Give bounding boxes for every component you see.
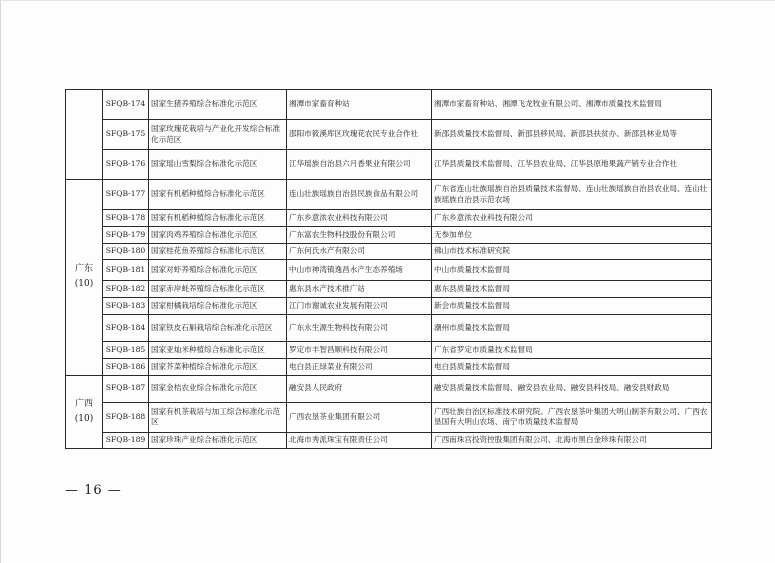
zone-undertaker: 北海市秀派珠宝有限责任公司 [287,432,432,449]
province-name: 广东 [74,263,93,274]
table-row [66,358,712,375]
zone-partners: 融安县质量技术监督局、融安县农业局、融安县科技局、融安县财政局 [432,375,712,402]
zone-code: SFQB-186 [103,358,149,375]
province-count: (10) [74,413,94,424]
zone-partners: 广西壮族自治区标准技术研究院、广西农垦茶叶集团大明山制茶有限公司、广西农垦国有大明山农场、南宁市质量技术监督局 [432,402,712,432]
zone-partners: 江华县质量技术监督局、江华县农业局、江华县原地果蔬产销专业合作社 [432,150,712,180]
table-row [66,226,712,243]
zone-code: SFQB-185 [103,341,149,358]
table-row [66,341,712,358]
zone-partners: 惠东县质量技术监督局 [432,281,712,298]
page-number: — 16 — [65,483,122,498]
zone-name: 国家玫瑰花栽培与产业化开发综合标准化示范区 [149,120,287,150]
zone-code: SFQB-177 [103,180,149,210]
table-row [66,90,712,120]
zone-code: SFQB-174 [103,90,149,120]
zone-name: 国家有机茶栽培与加工综合标准化示范区 [149,402,287,432]
zone-name: 国家生猪养殖综合标准化示范区 [149,90,287,120]
zone-name: 国家赤岸蚝养殖综合标准化示范区 [149,281,287,298]
zone-code: SFQB-184 [103,314,149,341]
province-name: 广西 [74,398,93,409]
zone-undertaker: 罗定市丰智昌顺科技有限公司 [287,341,432,358]
zone-name: 国家有机稻种植综合标准化示范区 [149,180,287,210]
zone-undertaker: 邵阳市筱溪库区玫瑰花农民专业合作社 [287,120,432,150]
zone-name: 国家金桔农业综合标准化示范区 [149,375,287,402]
zone-code: SFQB-187 [103,375,149,402]
zone-undertaker: 江华瑶族自治县六月香果业有限公司 [287,150,432,180]
zone-undertaker: 广东富农生物科技股份有限公司 [287,226,432,243]
zone-code: SFQB-178 [103,210,149,227]
province-cell-blank [66,90,103,180]
zone-code: SFQB-179 [103,226,149,243]
table-row [66,298,712,315]
zone-partners: 广东乡意浓农业科技有限公司 [432,210,712,227]
table-row [66,432,712,449]
zone-undertaker: 广东乡意浓农业科技有限公司 [287,210,432,227]
zone-partners: 新邵县质量技术监督局、新邵县移民局、新邵县扶贫办、新邵县林业局等 [432,120,712,150]
zone-partners: 无参加单位 [432,226,712,243]
zone-code: SFQB-183 [103,298,149,315]
table-row [66,314,712,341]
zone-code: SFQB-188 [103,402,149,432]
zone-name: 国家芥菜种植综合标准化示范区 [149,358,287,375]
zone-partners: 湘潭市家畜育种站、湘潭飞龙牧业有限公司、湘潭市质量技术监督局 [432,90,712,120]
zone-code: SFQB-182 [103,281,149,298]
zone-partners: 佛山市技术标准研究院 [432,243,712,260]
zone-undertaker: 融安县人民政府 [287,375,432,402]
zone-name: 国家有机稻种植综合标准化示范区 [149,210,287,227]
zone-partners: 电白县质量技术监督局 [432,358,712,375]
zone-undertaker: 广东永生源生物科技有限公司 [287,314,432,341]
table-row [66,243,712,260]
zone-undertaker: 电白县正绿菜业有限公司 [287,358,432,375]
table-row [66,281,712,298]
zone-name: 国家亚灿米种植综合标准化示范区 [149,341,287,358]
zone-name: 国家铁皮石斛栽培综合标准化示范区 [149,314,287,341]
zone-undertaker: 广西农垦茶业集团有限公司 [287,402,432,432]
zone-name: 国家瑶山雪梨综合标准化示范区 [149,150,287,180]
zone-code: SFQB-176 [103,150,149,180]
zone-partners: 新会市质量技术监督局 [432,298,712,315]
zone-name: 国家柑橘栽培综合标准化示范区 [149,298,287,315]
table-row [66,210,712,227]
zone-code: SFQB-180 [103,243,149,260]
table-row [66,120,712,150]
zone-partners: 广东省罗定市质量技术监督局 [432,341,712,358]
province-count: (10) [74,279,94,290]
zone-name: 国家桂花鱼养殖综合标准化示范区 [149,243,287,260]
zone-code: SFQB-175 [103,120,149,150]
zone-partners: 中山市质量技术监督局 [432,260,712,281]
zone-undertaker: 惠东县水产技术推广站 [287,281,432,298]
zone-name: 国家肉鸡养殖综合标准化示范区 [149,226,287,243]
zone-undertaker: 湘潭市家畜育种站 [287,90,432,120]
table-row [66,260,712,281]
zone-undertaker: 江门市谢诚农业发展有限公司 [287,298,432,315]
table-row [66,150,712,180]
zone-partners: 广西南珠宫投资控股集团有限公司、北海市黑白金珍珠有限公司 [432,432,712,449]
demonstration-zone-table [65,89,712,449]
table-row [66,375,712,402]
zone-undertaker: 中山市神湾镇逸昌水产生态养殖场 [287,260,432,281]
table-row [66,180,712,210]
zone-undertaker: 连山壮族瑶族自治县民族食品有限公司 [287,180,432,210]
province-cell-guangdong [66,180,103,376]
zone-undertaker: 广东何氏水产有限公司 [287,243,432,260]
zone-code: SFQB-181 [103,260,149,281]
zone-partners: 广东省连山壮族瑶族自治县质量技术监督局、连山壮族瑶族自治县农业局、连山壮族瑶族自治县示范农场 [432,180,712,210]
zone-partners: 潮州市质量技术监督局 [432,314,712,341]
province-cell-guangxi [66,375,103,449]
zone-code: SFQB-189 [103,432,149,449]
table-row [66,402,712,432]
zone-name: 国家对虾养殖综合标准化示范区 [149,260,287,281]
zone-name: 国家珍珠产业综合标准化示范区 [149,432,287,449]
